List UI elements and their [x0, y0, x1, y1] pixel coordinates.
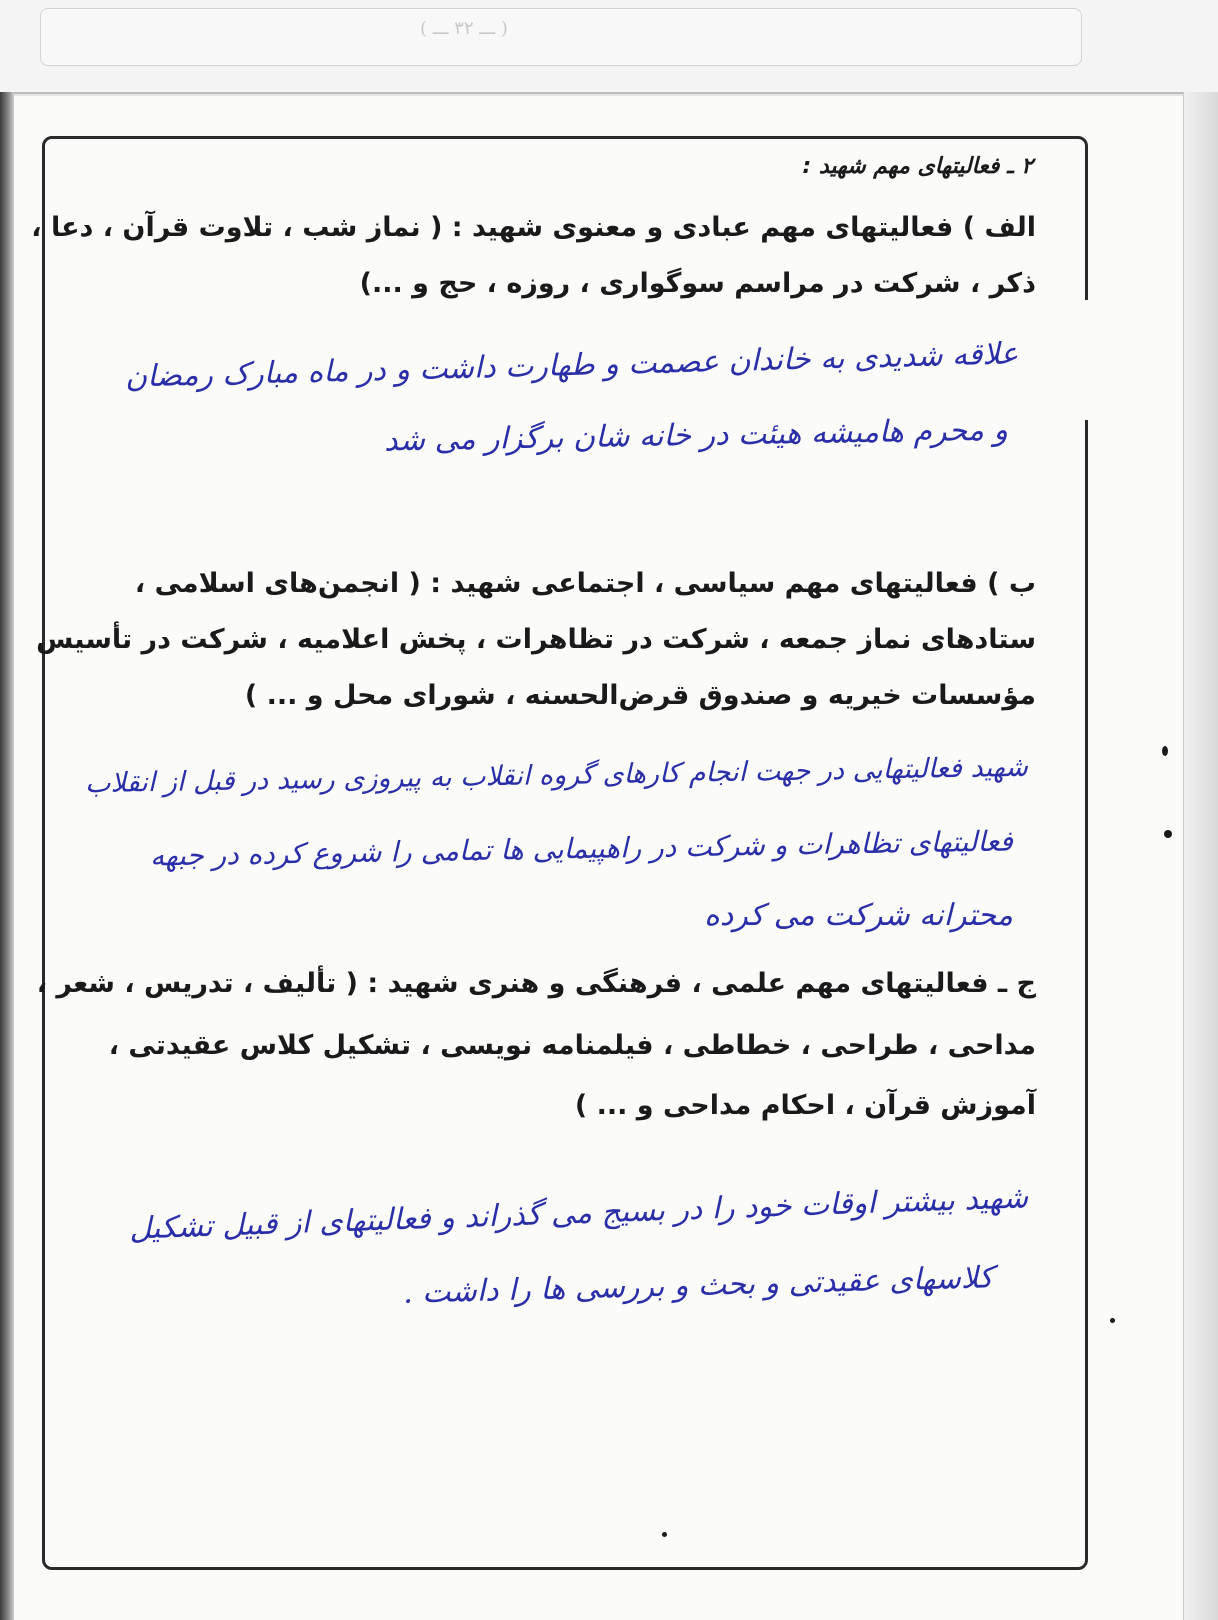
- section-b-line-1: ب ) فعالیتهای مهم سیاسی ، اجتماعی شهید : ( انجمن‌های اسلامی ،: [134, 568, 1036, 599]
- section-c-line-2: مداحی ، طراحی ، خطاطی ، فیلمنامه نویسی ، تشکیل کلاس عقیدتی ،: [108, 1030, 1036, 1061]
- previous-page-edge: [0, 0, 1218, 94]
- stacked-page-edges: [1183, 92, 1218, 1620]
- margin-mark: [1162, 746, 1168, 756]
- section-b-handwriting-1: شهید فعالیتهایی در جهت انجام کارهای گروه انقلاب به پیروزی رسید در قبل از انقلاب: [84, 751, 1029, 800]
- binding-shadow: [0, 92, 14, 1620]
- section-heading: ۲ ـ فعالیتهای مهم شهید :: [802, 154, 1033, 179]
- section-c-line-1: ج ـ فعالیتهای مهم علمی ، فرهنگی و هنری شهید : ( تألیف ، تدریس ، شعر ،: [36, 968, 1036, 999]
- section-b-handwriting-3: محترانه شرکت می کرده: [704, 898, 1013, 933]
- previous-page-frame: [40, 8, 1082, 66]
- section-c-line-3: آموزش قرآن ، احکام مداحی و ... ): [574, 1090, 1036, 1121]
- section-b-line-2: ستادهای نماز جمعه ، شرکت در تظاهرات ، پخش اعلامیه ، شرکت در تأسیس: [36, 624, 1036, 655]
- section-a-line-1: الف ) فعالیتهای مهم عبادی و معنوی شهید : ( نماز شب ، تلاوت قرآن ، دعا ،: [31, 212, 1036, 243]
- section-a-line-2: ذکر ، شرکت در مراسم سوگواری ، روزه ، حج و ...): [359, 268, 1036, 299]
- section-b-line-3: مؤسسات خیریه و صندوق قرض‌الحسنه ، شورای محل و ... ): [244, 680, 1036, 711]
- margin-mark: [1110, 1318, 1115, 1323]
- section-a-handwriting-2: و محرم هامیشه هیئت در خانه شان برگزار می شد: [383, 412, 1009, 459]
- section-c-handwriting-2: کلاسهای عقیدتی و بحث و بررسی ها را داشت .: [402, 1260, 994, 1311]
- section-c-handwriting-1: شهید بیشتر اوقات خود را در بسیج می گذراند و فعالیتهای از قبیل تشکیل: [128, 1180, 1029, 1247]
- margin-mark: [662, 1532, 667, 1537]
- border-gap: [1082, 300, 1094, 420]
- section-b-handwriting-2: فعالیتهای تظاهرات و شرکت در راهپیمایی ها تمامی را شروع کرده در جبهه: [149, 824, 1014, 873]
- section-a-handwriting-1: علاقه شدیدی به خاندان عصمت و طهارت داشت و در ماه مبارک رمضان: [124, 336, 1019, 395]
- margin-mark: [1164, 830, 1172, 838]
- previous-page-number: ( ـــ ۳۲ ـــ ): [420, 18, 508, 39]
